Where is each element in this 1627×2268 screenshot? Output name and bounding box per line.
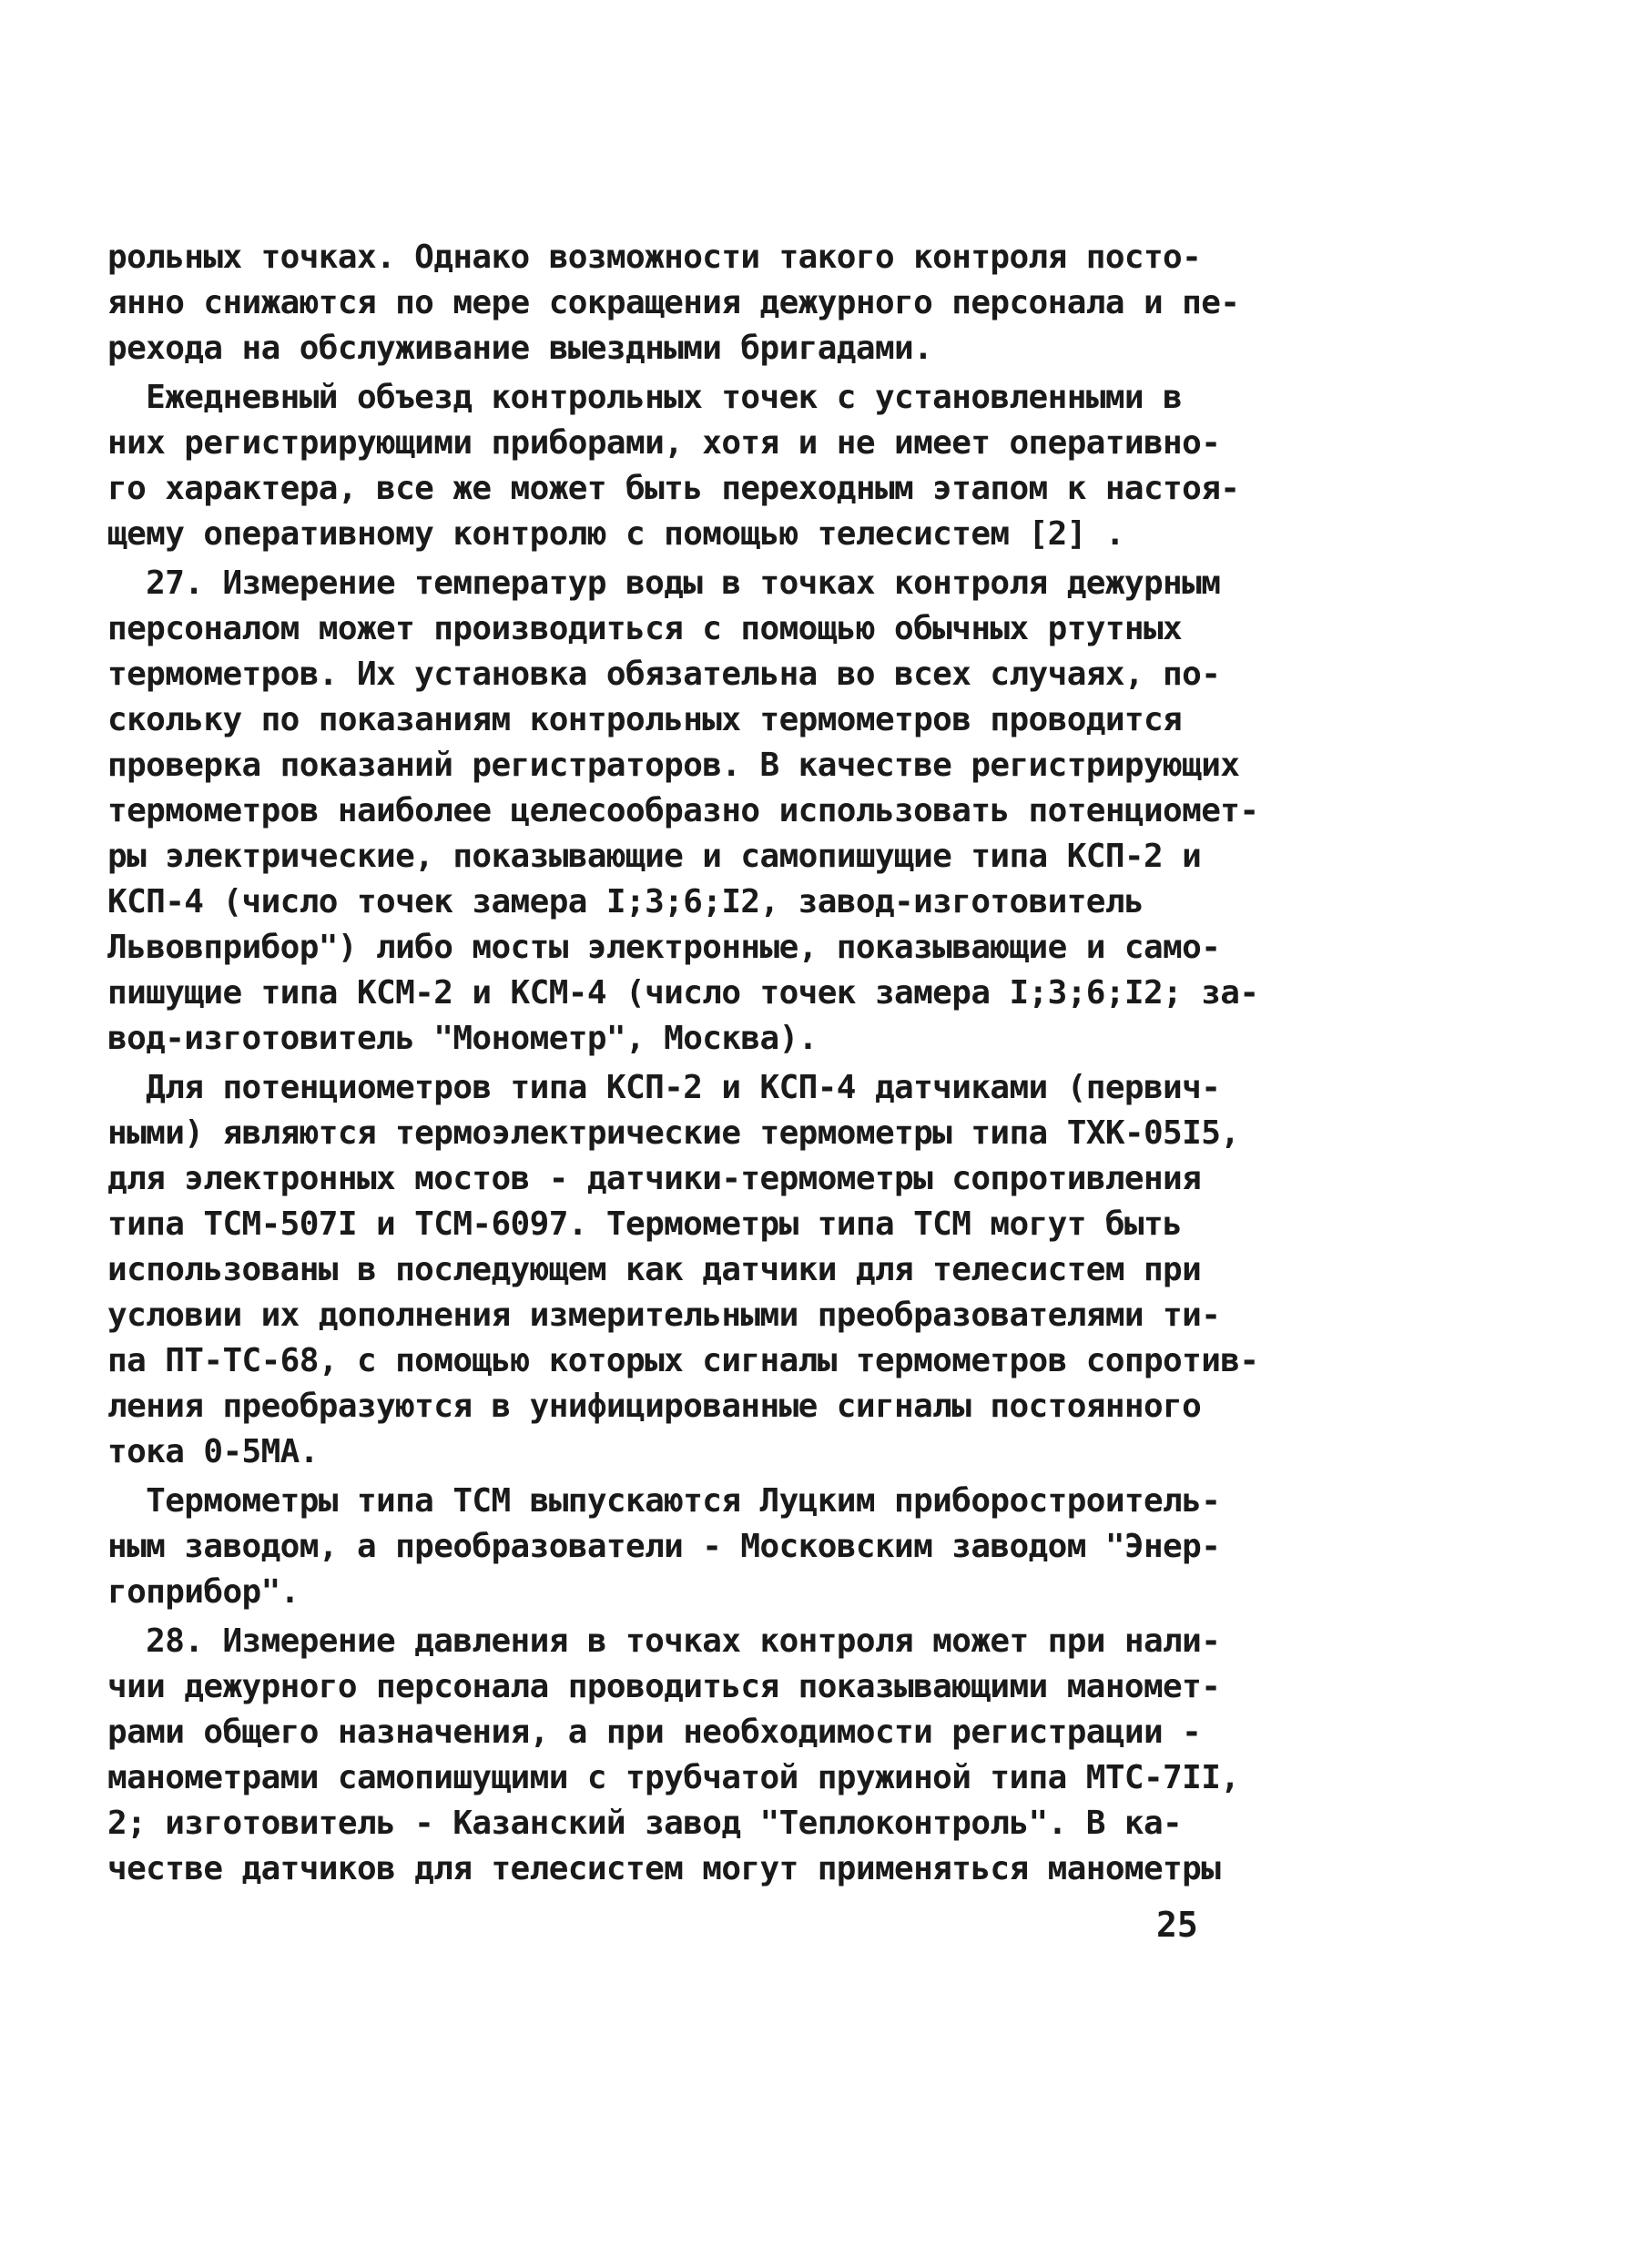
text-line: Ежедневный объезд контрольных точек с установленными в xyxy=(107,379,1183,416)
paragraph-2 xyxy=(107,375,1240,557)
document-page xyxy=(107,235,1259,1892)
paragraph-manufacturers xyxy=(107,1479,1221,1615)
text-line: использованы в последующем как датчики для телесистем при xyxy=(107,1251,1202,1288)
text-line: термометров наиболее целесообразно использовать потенциомет- xyxy=(107,792,1259,829)
text-line: ления преобразуются в унифицированные сигналы постоянного xyxy=(107,1388,1202,1425)
text-line: Львовприбор") либо мосты электронные, показывающие и само- xyxy=(107,929,1221,966)
text-line: для электронных мостов - датчики-термометры сопротивления xyxy=(107,1160,1202,1197)
paragraph-28 xyxy=(107,1619,1240,1892)
text-line: манометрами самопишущими с трубчатой пружиной типа МТС-7II, xyxy=(107,1759,1240,1796)
text-line: гоприбор". xyxy=(107,1573,300,1611)
text-line: рольных точках. Однако возможности такого контроля посто- xyxy=(107,239,1202,276)
text-line: них регистрирующими приборами, хотя и не имеет оперативно- xyxy=(107,424,1221,462)
paragraph-potentiometers xyxy=(107,1065,1259,1475)
text-line: Для потенциометров типа КСП-2 и КСП-4 датчиками (первич- xyxy=(107,1069,1221,1106)
text-line: па ПТ-ТС-68, с помощью которых сигналы термометров сопротив- xyxy=(107,1342,1259,1379)
text-line: чии дежурного персонала проводиться показывающими маномет- xyxy=(107,1668,1221,1705)
text-line: 28. Измерение давления в точках контроля может при нали- xyxy=(107,1622,1221,1660)
text-line: рехода на обслуживание выездными бригадами. xyxy=(107,330,933,367)
text-line: вод-изготовитель "Монометр", Москва). xyxy=(107,1020,818,1057)
text-line: Термометры типа ТСМ выпускаются Луцким приборостроитель- xyxy=(107,1482,1221,1520)
text-line: щему оперативному контролю с помощью телесистем [2] . xyxy=(107,515,1124,553)
text-line: ры электрические, показывающие и самопишущие типа КСП-2 и xyxy=(107,838,1202,875)
paragraph-1 xyxy=(107,235,1240,371)
text-line: проверка показаний регистраторов. В качестве регистрирующих xyxy=(107,747,1240,784)
text-line: ным заводом, а преобразователи - Московским заводом "Энер- xyxy=(107,1528,1221,1565)
text-line: скольку по показаниям контрольных термометров проводится xyxy=(107,701,1183,738)
text-line: тока 0-5МА. xyxy=(107,1433,319,1470)
text-line: пишущие типа КСМ-2 и КСМ-4 (число точек замера I;3;6;I2; за- xyxy=(107,974,1259,1012)
text-line: условии их дополнения измерительными преобразователями ти- xyxy=(107,1297,1221,1334)
text-line: 2; изготовитель - Казанский завод "Теплоконтроль". В ка- xyxy=(107,1805,1183,1842)
text-line: рами общего назначения, а при необходимости регистрации - xyxy=(107,1714,1202,1751)
paragraph-27 xyxy=(107,561,1259,1062)
text-line: 27. Измерение температур воды в точках контроля дежурным xyxy=(107,564,1221,602)
text-line: ными) являются термоэлектрические термометры типа ТХК-05I5, xyxy=(107,1114,1240,1152)
text-line: термометров. Их установка обязательна во всех случаях, по- xyxy=(107,656,1221,693)
text-line: го характера, все же может быть переходным этапом к настоя- xyxy=(107,470,1240,507)
text-line: янно снижаются по мере сокращения дежурного персонала и пе- xyxy=(107,284,1240,321)
text-line: КСП-4 (число точек замера I;3;6;I2, завод-изготовитель xyxy=(107,883,1144,920)
page-number: 25 xyxy=(1156,1905,1198,1945)
text-line: честве датчиков для телесистем могут применяться манометры xyxy=(107,1850,1221,1887)
text-line: персоналом может производиться с помощью обычных ртутных xyxy=(107,610,1183,647)
text-line: типа ТСМ-507I и ТСМ-6097. Термометры типа ТСМ могут быть xyxy=(107,1205,1183,1243)
